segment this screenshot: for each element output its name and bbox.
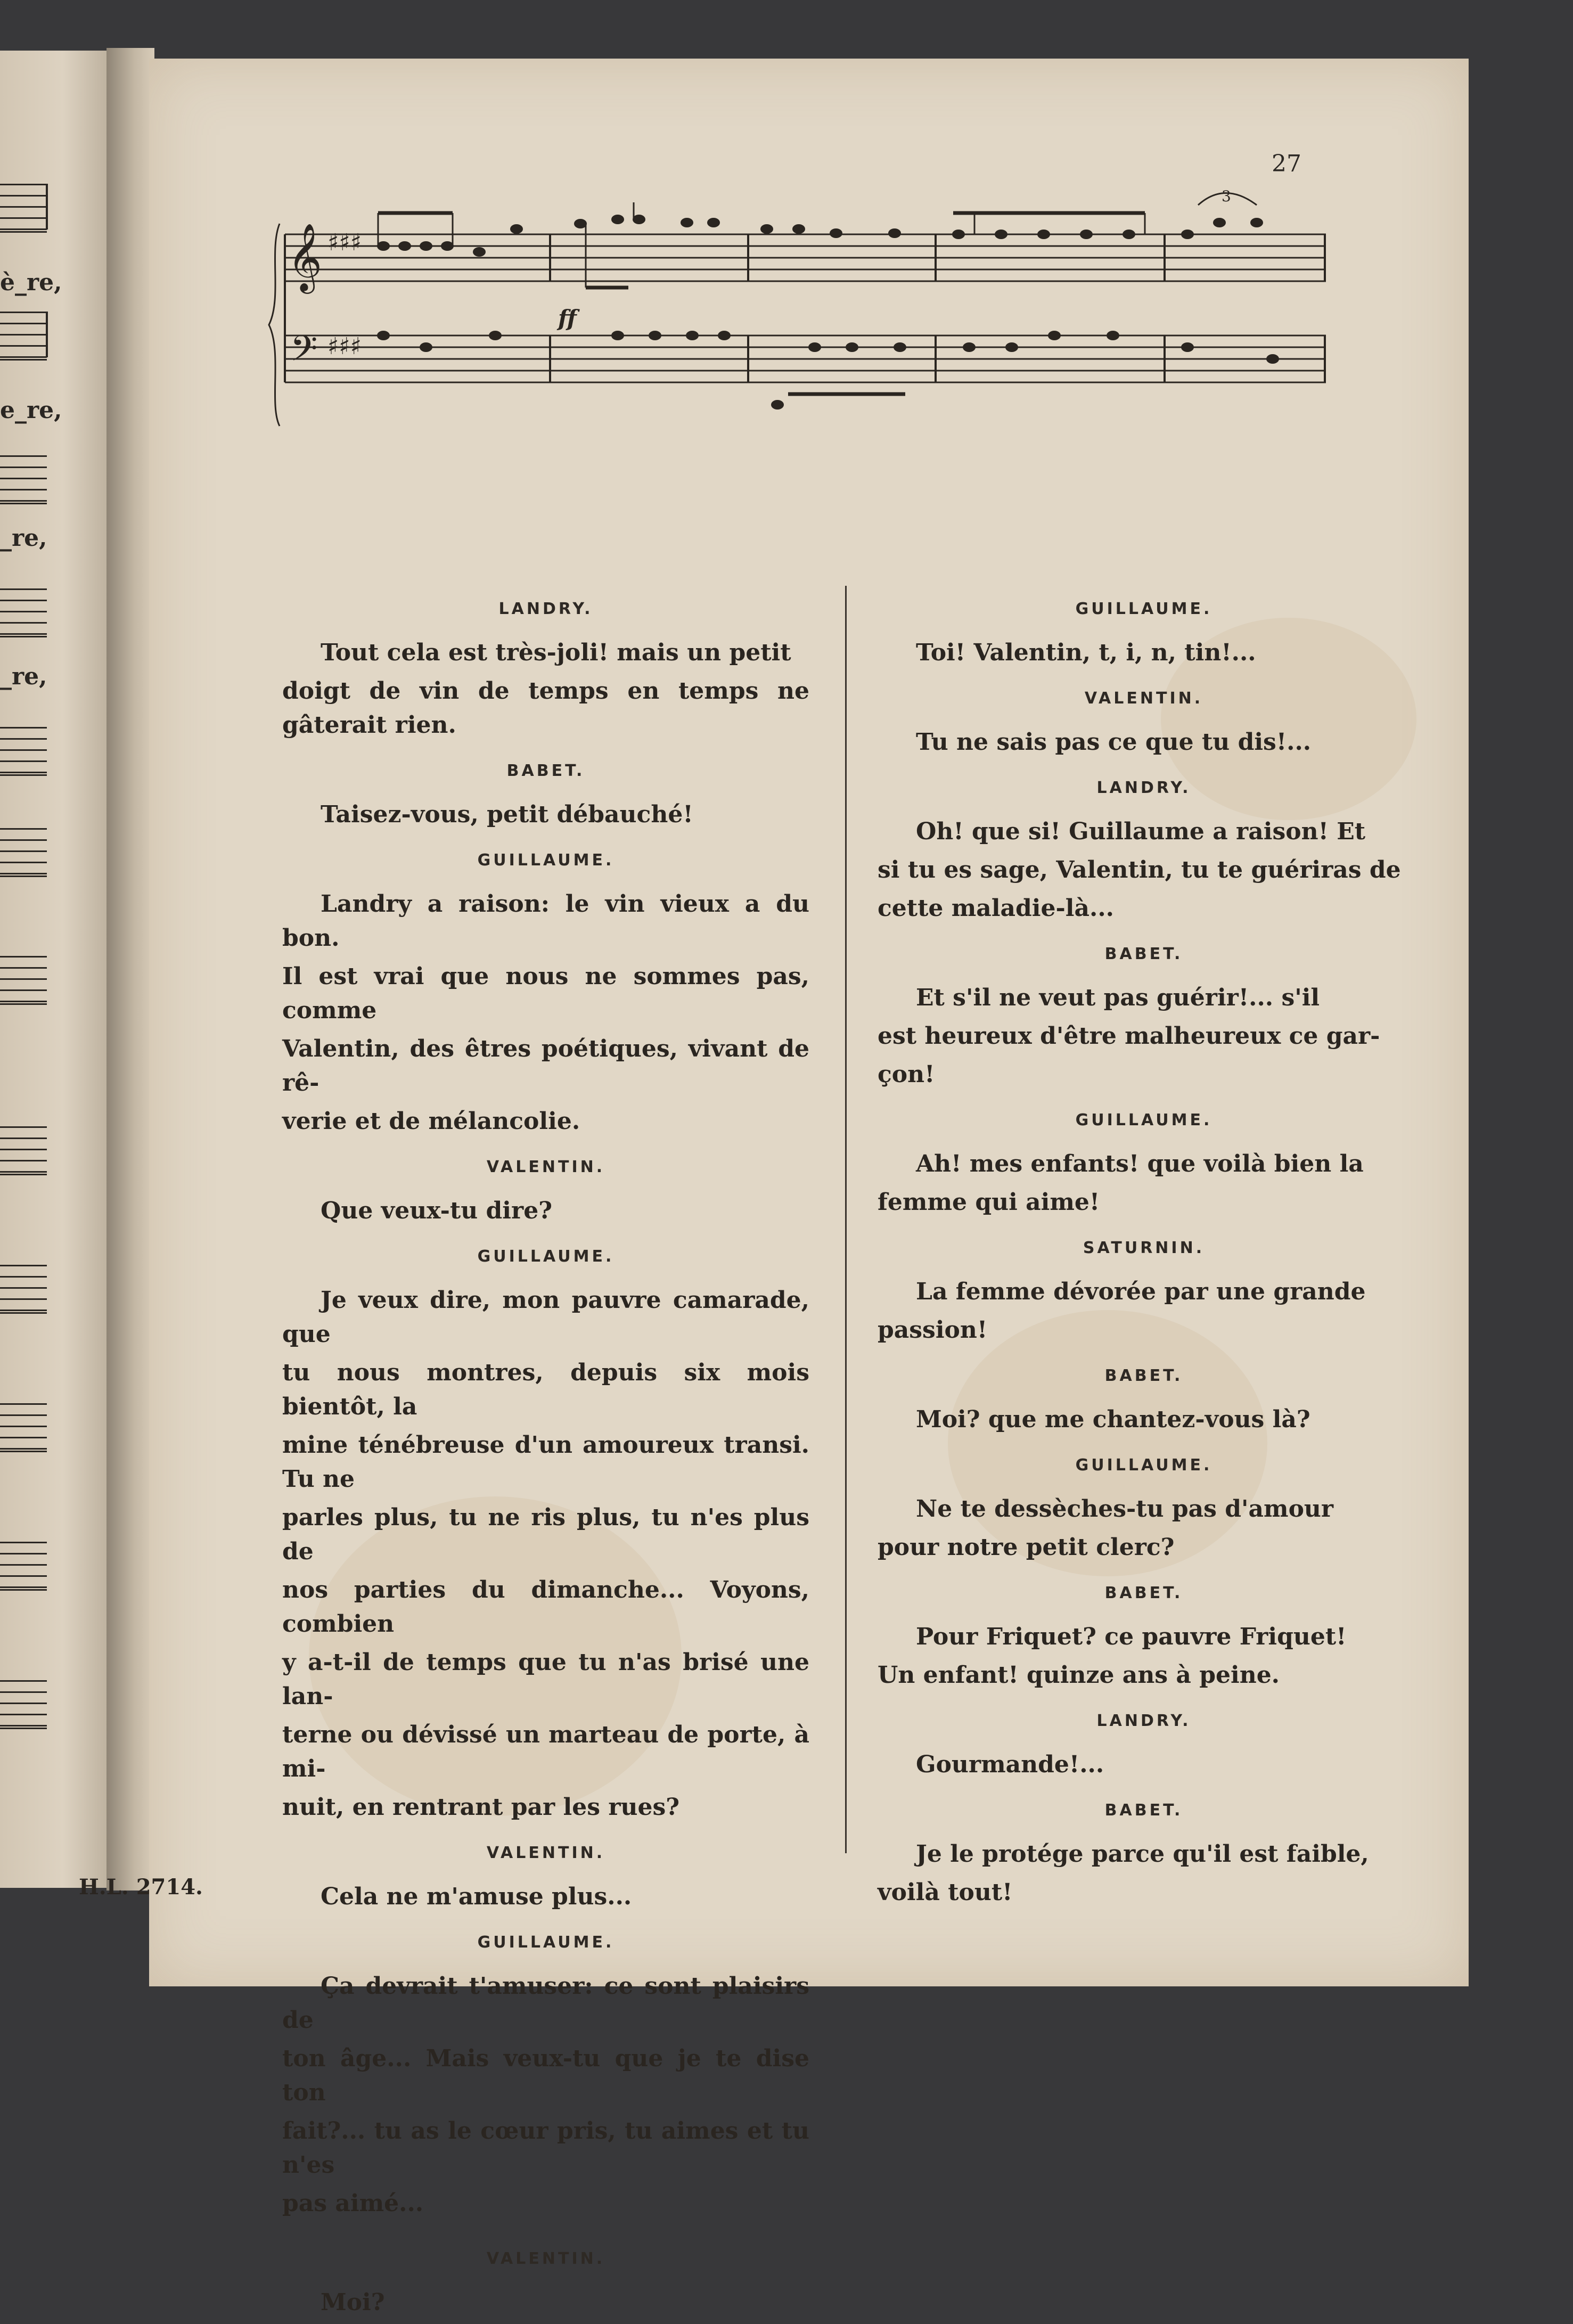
beams	[378, 213, 1145, 394]
treble-clef: 𝄞	[288, 223, 323, 291]
dialogue-line: Gourmande!...	[916, 1751, 1104, 1778]
key-signature-sharps: ♯♯♯	[327, 333, 362, 360]
column-divider	[845, 586, 847, 1853]
staff-fragment	[0, 956, 47, 1005]
dialogue-line: ton âge... Mais veux-tu que je te dise ton	[282, 2045, 809, 2106]
dialogue-line: Cela ne m'amuse plus...	[321, 1883, 632, 1910]
dialogue-line: La femme dévorée par une grande	[916, 1278, 1366, 1305]
dialogue-line: parles plus, tu ne ris plus, tu n'es plus de	[282, 1504, 809, 1565]
dialogue-line: terne ou dévissé un marteau de porte, à mi-	[282, 1721, 809, 1782]
dynamic-marking: ff	[558, 305, 577, 331]
speaker-name: GUILLAUME.	[1075, 1456, 1212, 1475]
dialogue-line: Et s'il ne veut pas guérir!... s'il	[916, 984, 1320, 1011]
speaker-name: GUILLAUME.	[1075, 1111, 1212, 1130]
dialogue-line: doigt de vin de temps en temps ne gâterait rien.	[282, 677, 809, 739]
speaker-name: BABET.	[1104, 1584, 1183, 1602]
staff-fragment	[0, 1265, 47, 1314]
speaker-name: BABET.	[1104, 1366, 1183, 1385]
dialogue-line: Ça devrait t'amuser: ce sont plaisirs de	[282, 1973, 809, 2034]
dialogue-line: voilà tout!	[878, 1879, 1013, 1906]
speaker-name: VALENTIN.	[486, 2249, 605, 2268]
dialogue-line: Landry a raison: le vin vieux a du bon.	[282, 890, 809, 952]
speaker-name: GUILLAUME.	[477, 851, 615, 870]
bass-clef: 𝄢	[290, 328, 318, 378]
dialogue-line: est heureux d'être malheureux ce gar-	[878, 1022, 1380, 1050]
dialogue-line: nos parties du dimanche... Voyons, combien	[282, 1576, 809, 1638]
treble-staff	[285, 234, 1326, 281]
dialogue-line: y a-t-il de temps que tu n'as brisé une lan-	[282, 1649, 809, 1710]
dialogue-line: fait?... tu as le cœur pris, tu aimes et tu n'es	[282, 2117, 809, 2179]
speaker-name: LANDRY.	[1096, 1712, 1191, 1730]
dialogue-line: Que veux-tu dire?	[321, 1197, 552, 1224]
bass-staff	[285, 335, 1326, 382]
dialogue-column-left	[282, 580, 809, 2324]
lyric-fragment: _re,	[0, 663, 47, 690]
dialogue-line: mine ténébreuse d'un amoureux transi. Tu ne	[282, 1431, 809, 1493]
dialogue-line: tu nous montres, depuis six mois bientôt, la	[282, 1359, 809, 1420]
speaker-name: VALENTIN.	[486, 1844, 605, 1862]
speaker-name: GUILLAUME.	[477, 1933, 615, 1952]
speaker-name: BABET.	[506, 762, 585, 780]
staff-fragment	[0, 1680, 47, 1729]
dialogue-line: femme qui aime!	[878, 1189, 1100, 1216]
lyric-fragment: e_re,	[0, 397, 62, 424]
staff-fragment	[0, 588, 47, 637]
dialogue-line: Taisez-vous, petit débauché!	[321, 801, 693, 828]
speaker-name: VALENTIN.	[486, 1158, 605, 1176]
dialogue-line: pas aimé...	[282, 2190, 424, 2217]
dialogue-column-right	[878, 580, 1410, 1914]
system-brace	[269, 224, 280, 426]
dialogue-line: Tout cela est très-joli! mais un petit	[321, 639, 791, 666]
tuplet-number: 3	[1222, 187, 1231, 205]
dialogue-line: çon!	[878, 1061, 935, 1088]
speaker-name: SATURNIN.	[1083, 1239, 1205, 1257]
lyric-fragment: _re,	[0, 525, 47, 552]
staff-fragment	[0, 727, 47, 776]
page-number: 27	[1272, 150, 1301, 177]
dialogue-line: cette maladie-là...	[878, 895, 1114, 922]
dialogue-line: pour notre petit clerc?	[878, 1534, 1175, 1561]
barlines	[285, 234, 1325, 382]
speaker-name: LANDRY.	[1096, 779, 1191, 797]
dialogue-line: Pour Friquet? ce pauvre Friquet!	[916, 1623, 1347, 1650]
publisher-plate-number: H.L. 2714.	[79, 1875, 203, 1900]
dialogue-line: Je le protége parce qu'il est faible,	[916, 1840, 1369, 1868]
speaker-name: GUILLAUME.	[477, 1247, 615, 1266]
dialogue-line: Toi! Valentin, t, i, n, tin!...	[916, 639, 1256, 666]
lyric-fragment: è_re,	[0, 269, 62, 296]
key-signature-sharps: ♯♯♯	[327, 229, 362, 256]
dialogue-line: Un enfant! quinze ans à peine.	[878, 1662, 1280, 1689]
dialogue-line: Tu ne sais pas ce que tu dis!...	[916, 729, 1312, 756]
staff-fragment	[0, 1542, 47, 1591]
speaker-name: BABET.	[1104, 945, 1183, 963]
staff-fragment	[0, 1126, 47, 1175]
treble-notes	[377, 215, 1263, 257]
dialogue-line: si tu es sage, Valentin, tu te guériras de	[878, 856, 1401, 883]
dialogue-line: Oh! que si! Guillaume a raison! Et	[916, 818, 1366, 845]
dialogue-line: passion!	[878, 1316, 988, 1344]
dialogue-line: Moi?	[321, 2289, 385, 2316]
dialogue-line: Ah! mes enfants! que voilà bien la	[916, 1150, 1364, 1177]
staff-fragment	[0, 828, 47, 877]
speaker-name: VALENTIN.	[1084, 689, 1203, 708]
dialogue-line: nuit, en rentrant par les rues?	[282, 1794, 680, 1821]
music-system	[0, 0, 1573, 479]
dialogue-line: Je veux dire, mon pauvre camarade, que	[282, 1287, 809, 1348]
dialogue-line: Valentin, des êtres poétiques, vivant de rê-	[282, 1035, 809, 1096]
dialogue-line: Il est vrai que nous ne sommes pas, comme	[282, 963, 809, 1024]
dialogue-line: Ne te dessèches-tu pas d'amour	[916, 1495, 1334, 1523]
treble-stems	[378, 202, 1145, 288]
staff-fragment	[0, 1403, 47, 1452]
dialogue-line: Moi? que me chantez-vous là?	[916, 1406, 1310, 1433]
speaker-name: GUILLAUME.	[1075, 600, 1212, 618]
speaker-name: LANDRY.	[498, 600, 593, 618]
speaker-name: BABET.	[1104, 1801, 1183, 1820]
dialogue-line: verie et de mélancolie.	[282, 1108, 580, 1135]
